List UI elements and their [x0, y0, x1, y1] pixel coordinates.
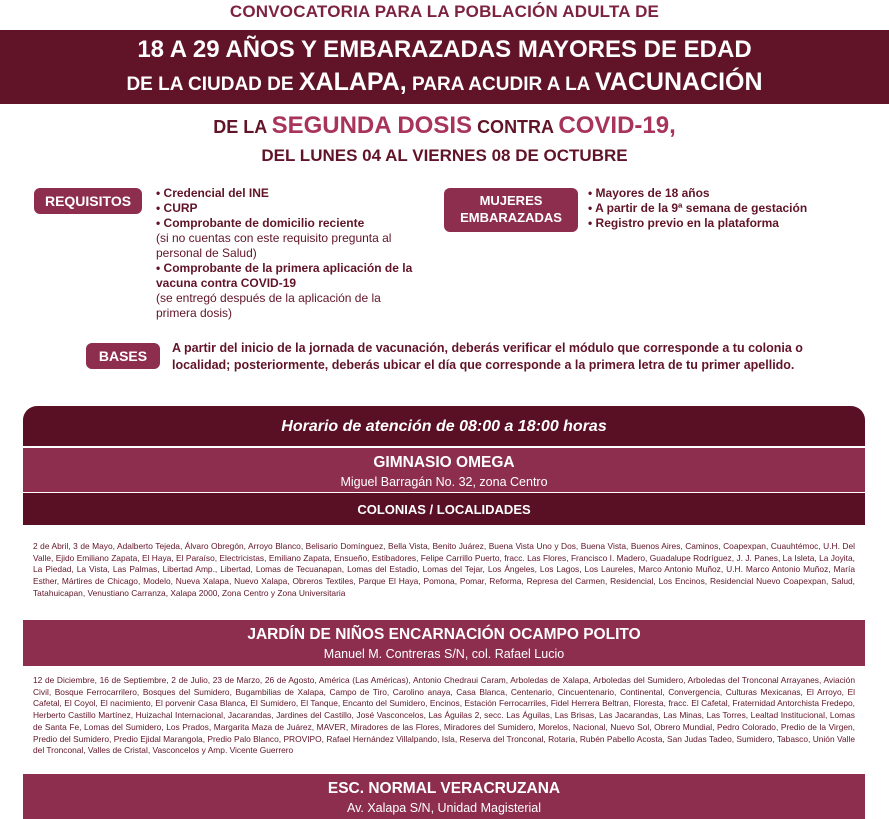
- venue-header: [23, 620, 865, 666]
- dose-text-a: DE LA: [213, 117, 267, 137]
- hours-banner: Horario de atención de 08:00 a 18:00 horas: [23, 406, 865, 446]
- venue-header: [23, 774, 865, 819]
- list-item: • Mayores de 18 años: [588, 186, 710, 200]
- date-range: DEL LUNES 04 AL VIERNES 08 DE OCTUBRE: [261, 146, 628, 165]
- venue-header: [23, 448, 865, 492]
- embarazadas-label-2: EMBARAZADAS: [460, 210, 562, 225]
- venue-address: Manuel M. Contreras S/N, col. Rafael Lucio: [323, 647, 565, 661]
- title-banner: [0, 30, 889, 104]
- bases-badge: BASES: [86, 343, 160, 369]
- list-item: • Comprobante de la primera aplicación de la vacuna contra COVID-19: [156, 261, 413, 290]
- embarazadas-badge: [444, 188, 578, 232]
- venue-address: Miguel Barragán No. 32, zona Centro: [340, 475, 548, 489]
- banner-text-a: DE LA CIUDAD DE: [126, 74, 294, 95]
- banner-line-1: 18 A 29 AÑOS Y EMBARAZADAS MAYORES DE EDAD: [137, 36, 752, 63]
- list-item: • Registro previo en la plataforma: [588, 216, 779, 230]
- list-item: • Comprobante de domicilio reciente: [156, 216, 365, 230]
- embarazadas-list: [588, 186, 878, 231]
- list-item-note: (se entregó después de la aplicación de la primera dosis): [156, 291, 381, 320]
- venue-address: Av. Xalapa S/N, Unidad Magisterial: [346, 801, 542, 815]
- list-item: • Credencial del INE: [156, 186, 269, 200]
- venue-name: GIMNASIO OMEGA: [373, 454, 515, 471]
- list-item: • A partir de la 9ª semana de gestación: [588, 201, 808, 215]
- list-item-note: (si no cuentas con este requisito pregunta al personal de Salud): [156, 231, 392, 260]
- colonies-list: 2 de Abril, 3 de Mayo, Adalberto Tejeda, Álvaro Obregón, Arroyo Blanco, Belisario Domínguez, Bella Vista, Benito Juárez, Buena Vista Uno y Dos, Buena Vista, Buenos Aires, Caminos, Coapexpan, Cuauhtémoc, U.H. Del Valle, Ejido Emiliano Zapata, El Haya, El Paraíso, Electricistas, Emiliano Zapata, Ensueño, Estibadores, Felipe Carrillo Puerto, fracc. Las Flores, Francisco I. Madero, Guadalupe Rodríguez, J. J. Panes, La Isleta, La Joyita, La Piedad, La Vista, Las Palmas, Libertad Amp., Libertad, Lomas de Tecuanapan, Lomas del Estadio, Lomas del Tejar, Los Ángeles, Los Lagos, Los Laureles, Marco Antonio Muñoz, U.H. Marco Antonio Muñoz, María Esther, Mártires de Chicago, Modelo, Nueva Xalapa, Nuevo Xalapa, Obreros Textiles, Parque El Haya, Pomona, Pomar, Reforma, Represa del Carmen, Residencial, Los Encinos, Residencial Nuevo Coapexpan, Salud, Tatahuicapan, Venustiano Carranza, Xalapa 2000, Zona Centro y Zona Universitaria: [33, 541, 855, 598]
- dose-line: [0, 112, 889, 140]
- dose-highlight: SEGUNDA DOSIS: [271, 112, 473, 139]
- venue-name: ESC. NORMAL VERACRUZANA: [327, 780, 561, 797]
- dose-text-b: CONTRA: [477, 117, 554, 137]
- convocatoria-heading: CONVOCATORIA PARA LA POBLACIÓN ADULTA DE: [229, 2, 660, 21]
- banner-text-b: PARA ACUDIR A LA: [412, 74, 590, 95]
- colonies-header: COLONIAS / LOCALIDADES: [23, 493, 865, 525]
- bases-text: A partir del inicio de la jornada de vacunación, deberás verificar el módulo que corresponde a tu colonia o localidad; posteriormente, deberás ubicar el día que corresponde a la primera letra de tu primer apellido.: [172, 341, 803, 372]
- venue-name: JARDÍN DE NIÑOS ENCARNACIÓN OCAMPO POLITO: [247, 626, 641, 643]
- embarazadas-label-1: MUJERES: [479, 193, 543, 208]
- requisitos-badge: REQUISITOS: [34, 188, 142, 214]
- colonies-list: 12 de Diciembre, 16 de Septiembre, 2 de Julio, 23 de Marzo, 26 de Agosto, América (Las Américas), Antonio Chedraui Caram, Arboledas de Xalapa, Arboledas del Sumidero, Arboledas del Tronconal Arrayanes, Aviación Civil, Bosque Ferrocarrilero, Bosques del Sumidero, Bugambilias de Xalapa, Campo de Tiro, Carolino anaya, Casa Blanca, Centenario, Cincuentenario, Continental, Convergencia, Culturas Mexicanas, El Arroyo, El Cafetal, El Coyol, El nacimiento, El porvenir Casa Blanca, El Sumidero, El Tanque, Encanto del Sumidero, Encinos, Estación Ferrocarriles, Fidel Herrera Beltran, Floresta, fracc. El Cafetal, Fraternidad Antorchista Fredepo, Herberto Castillo Martínez, Huizachal Internacional, Jacarandas, Jardines del Castillo, José Vasconcelos, Las Águilas 2, secc. Las Águilas, Las Brisas, Las Jacarandas, Las Minas, Las Torres, Lealtad Institucional, Lomas de Santa Fe, Lomas del Sumidero, Los Prados, Margarita Maza de Juárez, MAVER, Miradores de las Flores, Miradores del Sumidero, Morelos, Nacional, Nuevo Sol, Obrero Mundial, Pedro Colorado, Predio de la Virgen, Predio del Sumidero, Predio Ejidal Marangola, Predio Palo Blanco, PROVIPO, Rafael Hernández Villalpando, Isla, Reserva del Tronconal, Rotaria, Rubén Pabello Acosta, San Judas Tadeo, Sumidero, Tabasco, Unión Valle del Tronconal, Valles de Cristal, Vasconcelos y Amp. Vicente Guerrero: [33, 675, 855, 756]
- dose-covid: COVID-19,: [558, 112, 676, 139]
- banner-vacunacion: VACUNACIÓN: [594, 68, 763, 96]
- banner-city: XALAPA,: [298, 68, 407, 96]
- list-item: • CURP: [156, 201, 198, 215]
- requisitos-list: [156, 186, 424, 321]
- banner-line-2: [0, 68, 889, 97]
